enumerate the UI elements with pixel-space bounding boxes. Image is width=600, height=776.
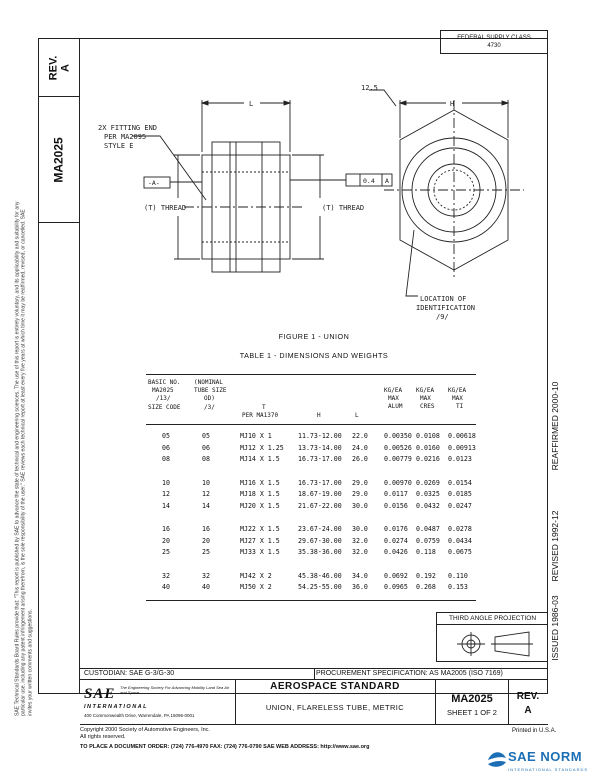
federal-label: FEDERAL SUPPLY CLASS bbox=[457, 35, 531, 41]
cell-tube-size: 32 bbox=[202, 571, 210, 580]
cell-dim-l: 34.0 bbox=[352, 571, 368, 580]
printed-in: Printed in U.S.A. bbox=[512, 728, 557, 734]
cell-size-code: 08 bbox=[162, 455, 170, 463]
th-cres-2: MAX bbox=[420, 395, 431, 403]
cell-size-code: 20 bbox=[162, 536, 170, 545]
th-nominal bbox=[194, 379, 227, 412]
cell-dim-l: 32.0 bbox=[352, 548, 368, 556]
cell-dim-l: 30.0 bbox=[352, 525, 368, 533]
cell-thread: MJ50 X 2 bbox=[240, 583, 272, 591]
sae-address: 400 Commonwealth Drive, Warrendale, PA 15096-0001 bbox=[84, 713, 195, 718]
cell-weight-cres: 0.192 bbox=[416, 571, 436, 580]
cell-dim-h: 35.38-36.00 bbox=[298, 548, 342, 556]
th-nominal-4: /3/ bbox=[204, 403, 215, 411]
revised-date: REVISED 1992-12 bbox=[550, 510, 560, 582]
fitting-note-line-1: 2X FITTING END bbox=[98, 124, 158, 132]
cell-weight-ti: 0.00618 bbox=[448, 432, 476, 440]
cell-dim-l: 30.0 bbox=[352, 501, 368, 510]
federal-value: 4730 bbox=[487, 43, 501, 49]
cell-weight-cres: 0.0160 bbox=[416, 443, 440, 452]
cell-thread: MJ22 X 1.5 bbox=[240, 525, 280, 533]
location-note-1: LOCATION OF bbox=[420, 295, 467, 303]
th-cres-3: CRES bbox=[420, 403, 435, 411]
sae-norm-icon bbox=[486, 748, 508, 770]
cell-tube-size: 40 bbox=[202, 583, 210, 591]
cell-weight-alum: 0.0965 bbox=[384, 583, 408, 591]
location-note-2: IDENTIFICATION bbox=[416, 304, 476, 312]
sheet-number: SHEET 1 OF 2 bbox=[447, 708, 497, 717]
datum-a: -A- bbox=[148, 179, 160, 187]
cell-thread: MJ33 X 1.5 bbox=[240, 548, 280, 556]
location-note-3: /9/ bbox=[436, 313, 449, 321]
cell-dim-h: 45.38-46.00 bbox=[298, 571, 342, 580]
sae-norm-brand: SAE NORM bbox=[508, 749, 583, 764]
cell-weight-cres: 0.268 bbox=[416, 583, 436, 591]
tolerance-value: 0.4 bbox=[363, 177, 375, 185]
strip-rev-cell bbox=[39, 39, 79, 97]
cell-tube-size: 20 bbox=[202, 536, 210, 545]
cell-thread: MJ10 X 1 bbox=[240, 432, 272, 440]
cell-dim-h: 13.73-14.00 bbox=[298, 443, 342, 452]
cell-tube-size: 25 bbox=[202, 548, 210, 556]
cell-weight-ti: 0.0123 bbox=[448, 455, 472, 463]
cell-weight-alum: 0.0176 bbox=[384, 525, 408, 533]
cell-weight-ti: 0.0434 bbox=[448, 536, 472, 545]
fitting-note-line-2: PER MA2095 bbox=[104, 133, 147, 141]
custodian: CUSTODIAN: SAE G-3/G-30 bbox=[84, 670, 175, 677]
th-cres-1: KG/EA bbox=[416, 387, 435, 394]
th-t-2: PER MA1370 bbox=[242, 412, 279, 420]
cell-thread: MJ18 X 1.5 bbox=[240, 490, 280, 498]
th-nominal-1: (NOMINAL bbox=[194, 379, 223, 386]
cell-weight-alum: 0.0156 bbox=[384, 501, 408, 510]
cell-dim-h: 16.73-17.00 bbox=[298, 478, 342, 487]
cell-dim-h: 11.73-12.00 bbox=[298, 432, 342, 440]
cell-weight-alum: 0.00779 bbox=[384, 455, 412, 463]
cell-size-code: 06 bbox=[162, 443, 170, 452]
th-h: H bbox=[317, 412, 321, 419]
cell-size-code: 14 bbox=[162, 501, 170, 510]
cell-weight-ti: 0.0675 bbox=[448, 548, 472, 556]
tb-divider-a bbox=[314, 668, 315, 679]
sae-logo: SAE bbox=[84, 686, 116, 702]
cell-dim-l: 29.0 bbox=[352, 478, 368, 487]
cell-weight-ti: 0.0185 bbox=[448, 490, 472, 498]
aerospace-standard: AEROSPACE STANDARD bbox=[270, 681, 400, 692]
th-alum-3: ALUM bbox=[388, 403, 403, 411]
thread-left-label: (T) THREAD bbox=[144, 204, 187, 212]
strip-rev-value: A bbox=[58, 63, 71, 72]
cell-thread: MJ16 X 1.5 bbox=[240, 478, 280, 487]
cell-thread: MJ12 X 1.25 bbox=[240, 443, 284, 452]
table-top-rule bbox=[146, 374, 476, 375]
reaffirmed-date: REAFFIRMED 2000-10 bbox=[550, 381, 560, 471]
cell-weight-alum: 0.00526 bbox=[384, 443, 412, 452]
cell-dim-h: 18.67-19.00 bbox=[298, 490, 342, 498]
th-basic-1: BASIC NO. bbox=[148, 379, 181, 386]
cell-weight-alum: 0.0117 bbox=[384, 490, 408, 498]
cell-tube-size: 16 bbox=[202, 525, 210, 533]
union-drawing bbox=[84, 60, 544, 340]
title-rev-label: REV. bbox=[516, 691, 540, 702]
rights-text: All rights reserved. bbox=[80, 733, 126, 740]
title-doc-number: MA2025 bbox=[451, 693, 493, 705]
cell-weight-alum: 0.0692 bbox=[384, 571, 408, 580]
title-block-divider bbox=[80, 679, 548, 680]
th-nominal-2: TUBE SIZE bbox=[194, 387, 227, 395]
cell-dim-h: 21.67-22.00 bbox=[298, 501, 342, 510]
tolerance-datum: A bbox=[385, 177, 389, 185]
cell-size-code: 40 bbox=[162, 583, 170, 591]
cell-weight-ti: 0.110 bbox=[448, 571, 468, 580]
cell-dim-h: 29.67-30.00 bbox=[298, 536, 342, 545]
cell-weight-cres: 0.0108 bbox=[416, 432, 440, 440]
th-alum-2: MAX bbox=[388, 395, 399, 403]
cell-size-code: 16 bbox=[162, 525, 170, 533]
th-alum-1: KG/EA bbox=[384, 387, 403, 394]
sae-norm-watermark bbox=[484, 742, 600, 776]
strip-doc-cell bbox=[39, 97, 79, 223]
copyright-text: Copyright 2000 Society of Automotive Engineers, Inc. bbox=[80, 727, 210, 733]
cell-size-code: 32 bbox=[162, 571, 170, 580]
order-info: TO PLACE A DOCUMENT ORDER: (724) 776-4970 FAX: (724) 776-0790 SAE WEB ADDRESS: http://www.sae.org bbox=[80, 744, 370, 750]
cell-tube-size: 10 bbox=[202, 478, 210, 487]
sae-norm-sub: INTERNATIONAL STANDARDS bbox=[508, 767, 589, 772]
strip-doc-number: MA2025 bbox=[52, 136, 67, 183]
title-block-bottom bbox=[80, 724, 548, 725]
cell-tube-size: 14 bbox=[202, 501, 210, 510]
th-basic-3: /13/ bbox=[156, 395, 171, 403]
sae-logo-block bbox=[84, 682, 234, 722]
cell-weight-ti: 0.0278 bbox=[448, 525, 472, 533]
th-ti bbox=[448, 387, 466, 412]
cell-size-code: 10 bbox=[162, 478, 170, 487]
th-alum bbox=[384, 387, 402, 412]
th-ti-2: MAX bbox=[452, 395, 463, 403]
strip-rev-label: REV. bbox=[46, 55, 59, 80]
angle-dim: 12.5 bbox=[361, 84, 378, 92]
cell-weight-alum: 0.0274 bbox=[384, 536, 408, 545]
thread-right-label: (T) THREAD bbox=[322, 204, 365, 212]
cell-thread: MJ42 X 2 bbox=[240, 571, 272, 580]
cell-weight-ti: 0.153 bbox=[448, 583, 468, 591]
table-header-rule bbox=[146, 424, 476, 425]
cell-weight-cres: 0.0759 bbox=[416, 536, 440, 545]
projection-symbol bbox=[437, 625, 549, 663]
cell-dim-h: 16.73-17.00 bbox=[298, 455, 342, 463]
cell-dim-l: 29.0 bbox=[352, 490, 368, 498]
third-angle-projection bbox=[436, 612, 548, 662]
left-title-strip bbox=[38, 38, 80, 694]
cell-dim-l: 24.0 bbox=[352, 443, 368, 452]
fitting-note-line-3: STYLE E bbox=[104, 142, 134, 150]
cell-tube-size: 06 bbox=[202, 443, 210, 452]
issued-date: ISSUED 1986-03 bbox=[550, 595, 560, 661]
th-t-1: T bbox=[262, 404, 266, 411]
cell-size-code: 25 bbox=[162, 548, 170, 556]
third-angle-label: THIRD ANGLE PROJECTION bbox=[437, 613, 548, 625]
cell-weight-cres: 0.0325 bbox=[416, 490, 440, 498]
cell-dim-h: 54.25-55.00 bbox=[298, 583, 342, 591]
cell-size-code: 12 bbox=[162, 490, 170, 498]
table-bottom-rule bbox=[146, 600, 476, 601]
cell-weight-ti: 0.0247 bbox=[448, 501, 472, 510]
title-rev-value: A bbox=[524, 705, 532, 716]
dim-h: H bbox=[450, 100, 455, 108]
title-rev bbox=[508, 690, 548, 718]
th-nominal-3: OD) bbox=[204, 395, 215, 403]
cell-dim-l: 36.0 bbox=[352, 583, 368, 591]
cell-dim-l: 26.0 bbox=[352, 455, 368, 463]
strip-rev bbox=[47, 55, 71, 80]
cell-dim-h: 23.67-24.00 bbox=[298, 525, 342, 533]
document-title: UNION, FLARELESS TUBE, METRIC bbox=[265, 703, 405, 712]
sae-international: INTERNATIONAL bbox=[84, 704, 149, 710]
cell-weight-alum: 0.0426 bbox=[384, 548, 408, 556]
th-basic bbox=[148, 379, 181, 412]
th-basic-2: MA2025 bbox=[152, 387, 174, 395]
legal-note-text: SAE Technical Standards Board Rules provide that: "This report is published by SAE to advance the state of technical and engineering sciences. The use of this report is entirely voluntary, and its applicability and suitability for any particular use, including any patent infringement arising therefrom, is the sole responsibility of the user." SAE reviews each technical report at least every five years at which time it may be reaffirmed, revised, or cancelled. SAE invites your written comments and suggestions. bbox=[14, 201, 34, 716]
figure-caption: FIGURE 1 - UNION bbox=[278, 332, 350, 341]
cell-weight-ti: 0.0154 bbox=[448, 478, 472, 487]
federal-supply-class bbox=[440, 30, 548, 54]
cell-thread: MJ14 X 1.5 bbox=[240, 455, 280, 463]
cell-tube-size: 05 bbox=[202, 432, 210, 440]
cell-tube-size: 12 bbox=[202, 490, 210, 498]
th-basic-4: SIZE CODE bbox=[148, 403, 181, 411]
cell-thread: MJ20 X 1.5 bbox=[240, 501, 280, 510]
cell-weight-ti: 0.00913 bbox=[448, 443, 476, 452]
legal-note bbox=[8, 196, 40, 716]
cell-tube-size: 08 bbox=[202, 455, 210, 463]
th-ti-3: TI bbox=[456, 403, 464, 411]
th-ti-1: KG/EA bbox=[448, 387, 467, 394]
cell-weight-cres: 0.118 bbox=[416, 548, 436, 556]
cell-weight-cres: 0.0487 bbox=[416, 525, 440, 533]
footer-copyright bbox=[80, 727, 548, 740]
cell-weight-cres: 0.0432 bbox=[416, 501, 440, 510]
cell-weight-cres: 0.0216 bbox=[416, 455, 440, 463]
cell-weight-cres: 0.0269 bbox=[416, 478, 440, 487]
th-cres bbox=[416, 387, 434, 412]
table-caption: TABLE 1 - DIMENSIONS AND WEIGHTS bbox=[239, 351, 389, 360]
procurement-spec: PROCUREMENT SPECIFICATION: AS MA2005 (ISO 7169) bbox=[316, 670, 503, 677]
cell-size-code: 05 bbox=[162, 432, 170, 440]
cell-weight-alum: 0.00350 bbox=[384, 432, 412, 440]
cell-weight-alum: 0.00970 bbox=[384, 478, 412, 487]
revision-dates bbox=[548, 380, 562, 660]
cell-dim-l: 32.0 bbox=[352, 536, 368, 545]
th-l: L bbox=[355, 412, 359, 419]
cell-dim-l: 22.0 bbox=[352, 432, 368, 440]
cell-thread: MJ27 X 1.5 bbox=[240, 536, 280, 545]
sae-tagline: The Engineering Society For Advancing Mobility Land Sea Air and Space bbox=[120, 685, 230, 695]
th-t bbox=[242, 404, 278, 420]
dim-l: L bbox=[249, 100, 254, 108]
